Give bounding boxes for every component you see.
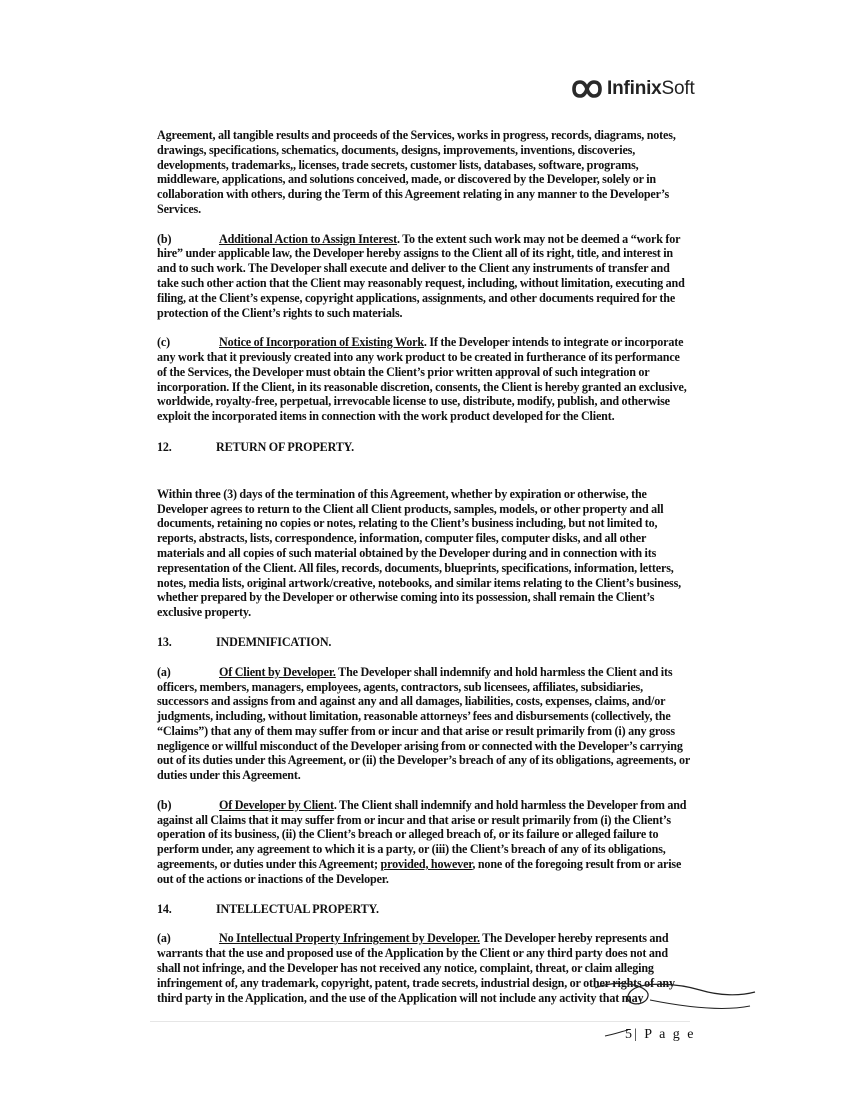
clause-text: The Developer hereby represents and warrants that the use and proposed use of the Application by the Client or any third party does not and shall not infringe, and the Developer has not received any notice, complaint, threat, or claim alleging infringement of, any trademark, copyright, patent, trade secrets, industrial design, or other rights of any third party in the Application, and the use of the Application will not include any activity that may (157, 931, 675, 1005)
section-title: INTELLECTUAL PROPERTY. (216, 901, 379, 916)
clause-title: Of Client by Developer. (219, 664, 336, 679)
clause-title: Notice of Incorporation of Existing Work (219, 335, 424, 350)
logo-brand-light: Soft (661, 78, 695, 99)
section-heading-12 (157, 440, 690, 455)
clause-text: . To the extent such work may not be deemed a “work for hire” under applicable law, the Developer hereby assigns to the Client all of its right, title, and interest in and to such work. The Developer shall execute and deliver to the Client any instruments of transfer and take such other action that the Client may reasonably request, including, without limitation, executing and filing, at the Client’s expense, copyright applications, assignments, and other documents required for the protection of the Client’s rights to such materials. (157, 231, 685, 320)
clause-11b (157, 232, 690, 321)
clause-text: . If the Developer intends to integrate or incorporate any work that it previously created into any work product to be created in furtherance of its performance of the Services, the Developer must obtain the Client’s prior written approval of such integration or incorporation. If the Client, in its reasonable discretion, consents, the Client is hereby granted an exclusive, worldwide, royalty-free, perpetual, irrevocable license to use, distribute, modify, publish, and otherwise exploit the incorporated items in connection with the work product developed for the Client. (157, 335, 687, 424)
section-12-text: Within three (3) days of the termination of this Agreement, whether by expiration or otherwise, the Developer agrees to return to the Client all Client products, samples, models, or other property and all documents, retaining no copies or notes, relating to the Client’s business including, but not limited to, reports, abstracts, lists, correspondence, information, computer files, computer disks, and all other materials and all copies of such material obtained by the Developer during and in connection with its representation of the Client. All files, records, documents, blueprints, specifications, information, letters, notes, media lists, original artwork/creative, notebooks, and similar items relating to the Client’s business, whether prepared by the Developer or otherwise coming into its possession, shall remain the Client’s exclusive property. (157, 486, 682, 620)
company-logo (572, 78, 695, 100)
section-number: 12. (157, 439, 172, 454)
infinity-logo-icon (572, 78, 602, 100)
clause-label: (c) (157, 335, 170, 350)
section-heading-14 (157, 902, 690, 917)
logo-wordmark (607, 78, 695, 100)
clause-title: No Intellectual Property Infringement by Developer. (219, 931, 480, 946)
section-title: RETURN OF PROPERTY. (216, 439, 355, 454)
page-number (625, 1027, 696, 1043)
clause-13b (157, 798, 690, 887)
section-heading-13 (157, 635, 690, 650)
clause-label: (b) (157, 797, 172, 812)
clause-text: The Developer shall indemnify and hold harmless the Client and its officers, members, managers, employees, agents, contractors, sub licensees, affiliates, subsidiaries, successors and assigns from and against any and all damages, liabilities, costs, expenses, claims, and/or judgments, including, without limitation, reasonable attorneys’ fees and disbursements (collectively, the “Claims”) that any of them may suffer from or incur and that arise or result primarily from (i) any gross negligence or willful misconduct of the Developer arising from or connected with the Developer’s carrying out of its duties under this Agreement, or (ii) the Developer’s breach of any of its obligations, agreements, or duties under this Agreement. (157, 664, 690, 783)
section-number: 14. (157, 901, 172, 916)
logo-brand-bold: Infinix (607, 78, 662, 99)
clause-title: Additional Action to Assign Interest (219, 231, 397, 246)
clause-title: Of Developer by Client (219, 797, 334, 812)
footer-divider (150, 1021, 690, 1022)
paragraph-continued: Agreement, all tangible results and proceeds of the Services, works in progress, records, diagrams, notes, drawings, specifications, schematics, documents, designs, improvements, inventions, discoveries, developments, trademarks,, licenses, trade secrets, customer lists, databases, software, programs, middleware, applications, and solutions conceived, made, or discovered by the Developer, solely or in collaboration with others, during the Term of this Agreement relating in any manner to the Developer’s Services. (157, 128, 676, 216)
page-number-value: 5 (625, 1027, 634, 1042)
clause-11c (157, 335, 690, 424)
clause-label: (a) (157, 931, 171, 946)
clause-text: . The Client shall indemnify and hold harmless the Developer from and against all Claims that it may suffer from or incur and that arise or result primarily from (i) the Client’s operation of its business, (ii) the Client’s breach or alleged breach of, or its failure or alleged failure to perform under, any agreement to which it is a party, or (iii) the Client’s breach of any of its obligations, agreements, or duties under this Agreement; (157, 797, 687, 872)
clause-text-end: , none of the foregoing result from or arise out of the actions or inactions of the Developer. (157, 857, 682, 886)
clause-label: (b) (157, 231, 172, 246)
section-number: 13. (157, 634, 172, 649)
section-title: INDEMNIFICATION. (216, 634, 332, 649)
document-body (157, 128, 690, 1005)
clause-label: (a) (157, 664, 171, 679)
page-label: | P a g e (634, 1027, 696, 1042)
clause-13a (157, 665, 690, 783)
provided-however: provided, however (380, 857, 473, 872)
